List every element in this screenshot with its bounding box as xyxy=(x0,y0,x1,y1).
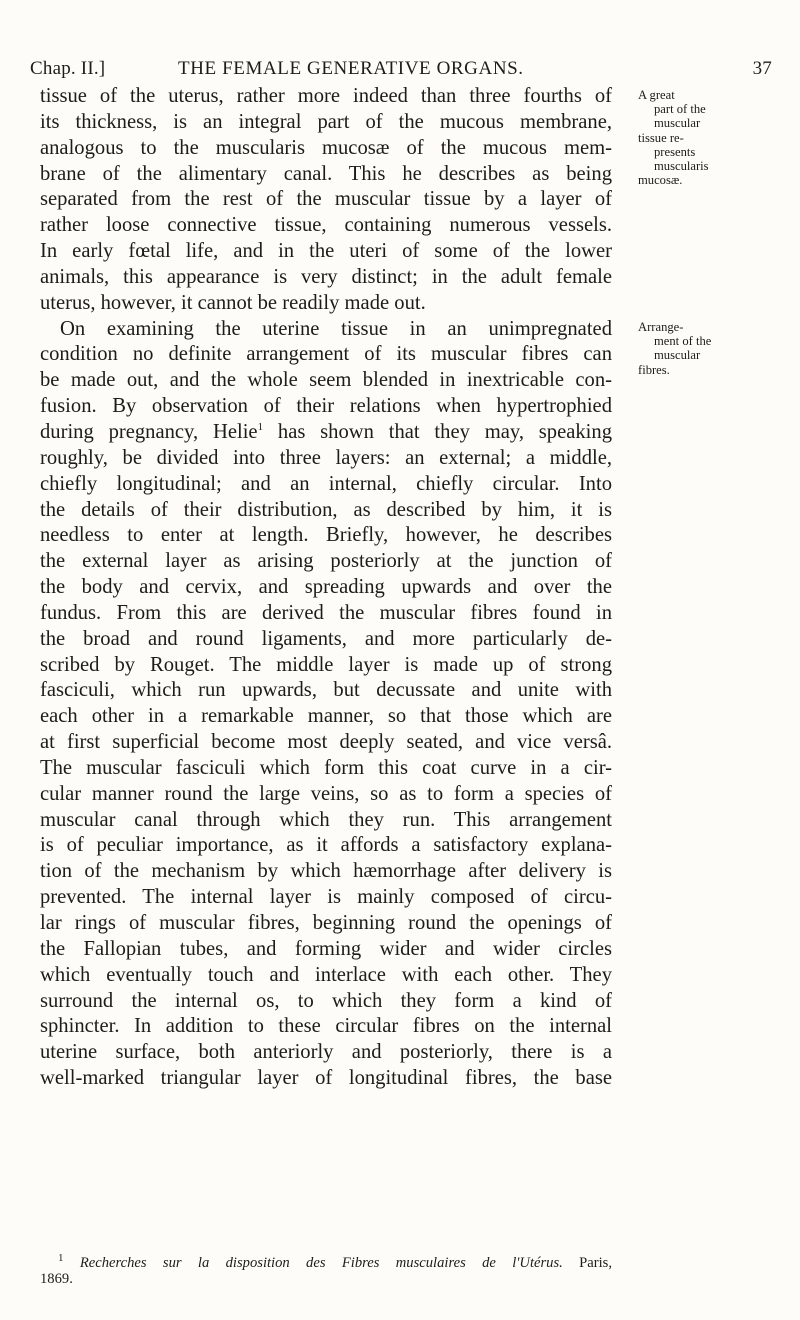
text-line: the details of their distribution, as described by him, it is xyxy=(40,498,612,521)
text-line: chiefly longitudinal; and an internal, chiefly circular. Into xyxy=(40,472,612,495)
text-line: tissue of the uterus, rather more indeed than three fourths of xyxy=(40,85,612,107)
text-line: animals, this appearance is very distinct; in the adult female xyxy=(40,265,612,288)
footnote-title: Recherches sur la disposition des Fibres musculaires de l'Utérus. xyxy=(79,1255,563,1271)
page-number: 37 xyxy=(752,58,772,79)
text-line: be made out, and the whole seem blended in inextricable con- xyxy=(40,369,612,392)
footnote-place: Paris, xyxy=(579,1255,612,1271)
margin-note-line: muscular xyxy=(654,116,701,131)
margin-note-line: muscular xyxy=(654,348,701,363)
text-line: uterus, however, it cannot be readily made out. xyxy=(40,291,426,314)
text-line: fundus. From this are derived the muscular fibres found in xyxy=(40,601,612,624)
body-text xyxy=(40,84,612,1092)
running-head xyxy=(30,58,772,84)
text-line-with-footnote xyxy=(40,420,612,446)
text-line: well-marked triangular layer of longitudinal fibres, the base xyxy=(40,1067,612,1090)
text-line: scribed by Rouget. The middle layer is made up of strong xyxy=(40,653,612,676)
text-line: its thickness, is an integral part of the mucous membrane, xyxy=(40,110,612,133)
text-line: brane of the alimentary canal. This he describes as being xyxy=(40,162,612,185)
footnote-year: 1869. xyxy=(40,1271,73,1287)
margin-note-line: tissue re- xyxy=(638,130,684,145)
footnote-line xyxy=(40,1252,612,1271)
text-line: fasciculi, which run upwards, but decussate and unite with xyxy=(40,679,612,702)
text-line: tion of the mechanism by which hæmorrhage after delivery is xyxy=(40,860,612,883)
text-line: prevented. The internal layer is mainly composed of circu- xyxy=(40,886,612,909)
margin-note-line: ment of the xyxy=(654,334,712,349)
running-title: THE FEMALE GENERATIVE ORGANS. xyxy=(178,58,524,79)
chapter-label: Chap. II.] xyxy=(30,58,106,79)
text-line: the broad and round ligaments, and more particularly de- xyxy=(40,627,612,650)
text-line: lar rings of muscular fibres, beginning round the openings of xyxy=(40,912,612,934)
margin-note-line: presents xyxy=(654,144,696,159)
text-line: fusion. By observation of their relations when hypertrophied xyxy=(40,395,612,418)
text-line: condition no definite arrangement of its muscular fibres can xyxy=(40,343,612,366)
text-line: muscular canal through which they run. This arrangement xyxy=(40,808,612,831)
text-line: the body and cervix, and spreading upwards and over the xyxy=(40,576,612,599)
footnote xyxy=(40,1252,612,1287)
footnote-reference: 1 xyxy=(257,421,264,434)
text-line: separated from the rest of the muscular tissue by a layer of xyxy=(40,188,612,211)
margin-note-line: part of the xyxy=(654,102,706,117)
text-line: is of peculiar importance, as it affords a satisfactory explana- xyxy=(40,834,612,857)
margin-note-arrangement xyxy=(638,320,788,377)
text-line-start: during pregnancy, Helie xyxy=(40,420,258,443)
margin-note-line: Arrange- xyxy=(638,320,684,334)
text-line: surround the internal os, to which they form a kind of xyxy=(40,989,612,1012)
text-line: cular manner round the large veins, so as to form a species of xyxy=(40,782,612,805)
text-line: roughly, be divided into three layers: an external; a middle, xyxy=(40,446,612,469)
margin-note-line: muscularis xyxy=(654,159,709,174)
text-line: the Fallopian tubes, and forming wider and wider circles xyxy=(40,937,612,960)
text-line-end: has shown that they may, speaking xyxy=(263,420,612,443)
text-line: sphincter. In addition to these circular fibres on the internal xyxy=(40,1015,612,1038)
text-line: at first superficial become most deeply seated, and vice versâ. xyxy=(40,731,612,754)
text-line: rather loose connective tissue, containing numerous vessels. xyxy=(40,214,612,237)
footnote-marker: 1 xyxy=(58,1252,64,1265)
text-line: analogous to the muscularis mucosæ of the mucous mem- xyxy=(40,136,612,159)
margin-note-line: mucosæ. xyxy=(638,173,683,188)
text-line: The muscular fasciculi which form this coat curve in a cir- xyxy=(40,756,612,779)
margin-note-line: A great xyxy=(638,88,675,102)
text-line: each other in a remarkable manner, so that those which are xyxy=(40,705,612,728)
margin-note-muscularis xyxy=(638,88,788,187)
text-line: which eventually touch and interlace with each other. They xyxy=(40,963,612,986)
margin-note-line: fibres. xyxy=(638,362,670,377)
text-line: uterine surface, both anteriorly and posteriorly, there is a xyxy=(40,1041,612,1064)
text-line: the external layer as arising posteriorly at the junction of xyxy=(40,550,612,573)
text-line: needless to enter at length. Briefly, however, he describes xyxy=(40,524,612,547)
text-line: On examining the uterine tissue in an unimpregnated xyxy=(60,317,612,340)
text-line: In early fœtal life, and in the uteri of some of the lower xyxy=(40,240,612,263)
